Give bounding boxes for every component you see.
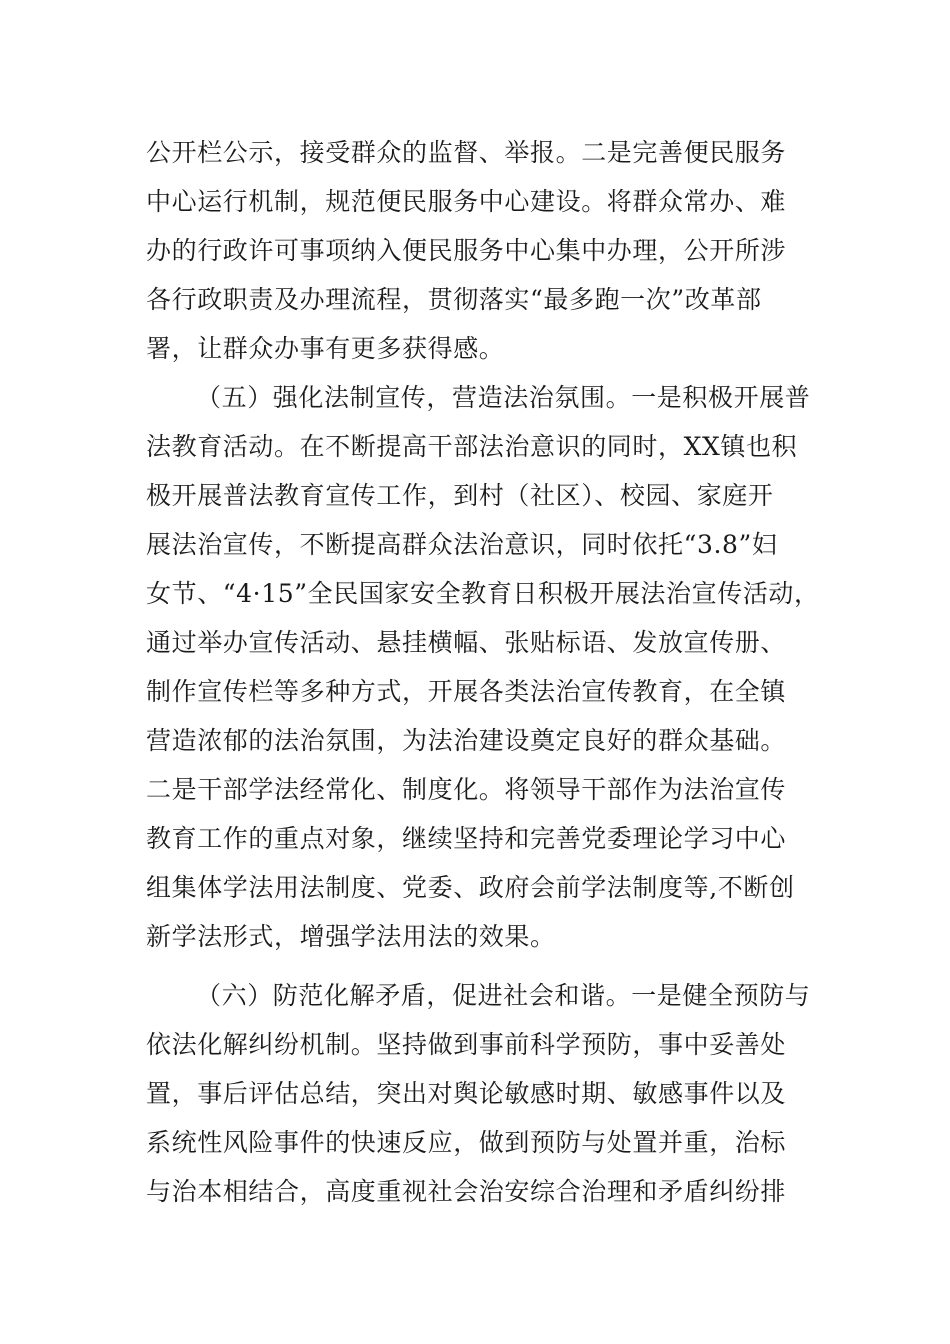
text-line: 署，让群众办事有更多获得感。 [146,334,505,363]
text-line: 法教育活动。在不断提高干部法治意识的同时，XX镇也积 [146,432,798,461]
paragraph-heading-6: （六）防范化解矛盾，促进社会和谐。一是健全预防与 [196,981,811,1010]
text-line: 与治本相结合，高度重视社会治安综合治理和矛盾纠纷排 [146,1177,787,1206]
text-line: 展法治宣传，不断提高群众法治意识，同时依托“3.8”妇 [146,530,778,559]
text-line: 新学法形式，增强学法用法的效果。 [146,922,556,951]
text-line: 制作宣传栏等多种方式，开展各类法治宣传教育，在全镇 [146,677,787,706]
text-line: 置，事后评估总结，突出对舆论敏感时期、敏感事件以及 [146,1079,787,1108]
paragraph-heading-5: （五）强化法制宣传，营造法治氛围。一是积极开展普 [196,383,811,412]
text-line: 教育工作的重点对象，继续坚持和完善党委理论学习中心 [146,824,787,853]
text-line: 女节、“4·15”全民国家安全教育日积极开展法治宣传活动， [146,579,820,608]
text-line: 组集体学法用法制度、党委、政府会前学法制度等,不断创 [146,873,795,902]
text-line: 各行政职责及办理流程，贯彻落实“最多跑一次”改革部 [146,285,762,314]
text-line: 系统性风险事件的快速反应，做到预防与处置并重，治标 [146,1128,787,1157]
text-line: 二是干部学法经常化、制度化。将领导干部作为法治宣传 [146,775,787,804]
text-line: 极开展普法教育宣传工作，到村（社区）、校园、家庭开 [146,481,774,510]
text-line: 通过举办宣传活动、悬挂横幅、张贴标语、发放宣传册、 [146,628,787,657]
text-line: 依法化解纠纷机制。坚持做到事前科学预防，事中妥善处 [146,1030,787,1059]
text-line: 营造浓郁的法治氛围，为法治建设奠定良好的群众基础。 [146,726,787,755]
text-line: 办的行政许可事项纳入便民服务中心集中办理，公开所涉 [146,236,787,265]
text-line: 中心运行机制，规范便民服务中心建设。将群众常办、难 [146,187,787,216]
text-line: 公开栏公示，接受群众的监督、举报。二是完善便民服务 [146,138,787,167]
